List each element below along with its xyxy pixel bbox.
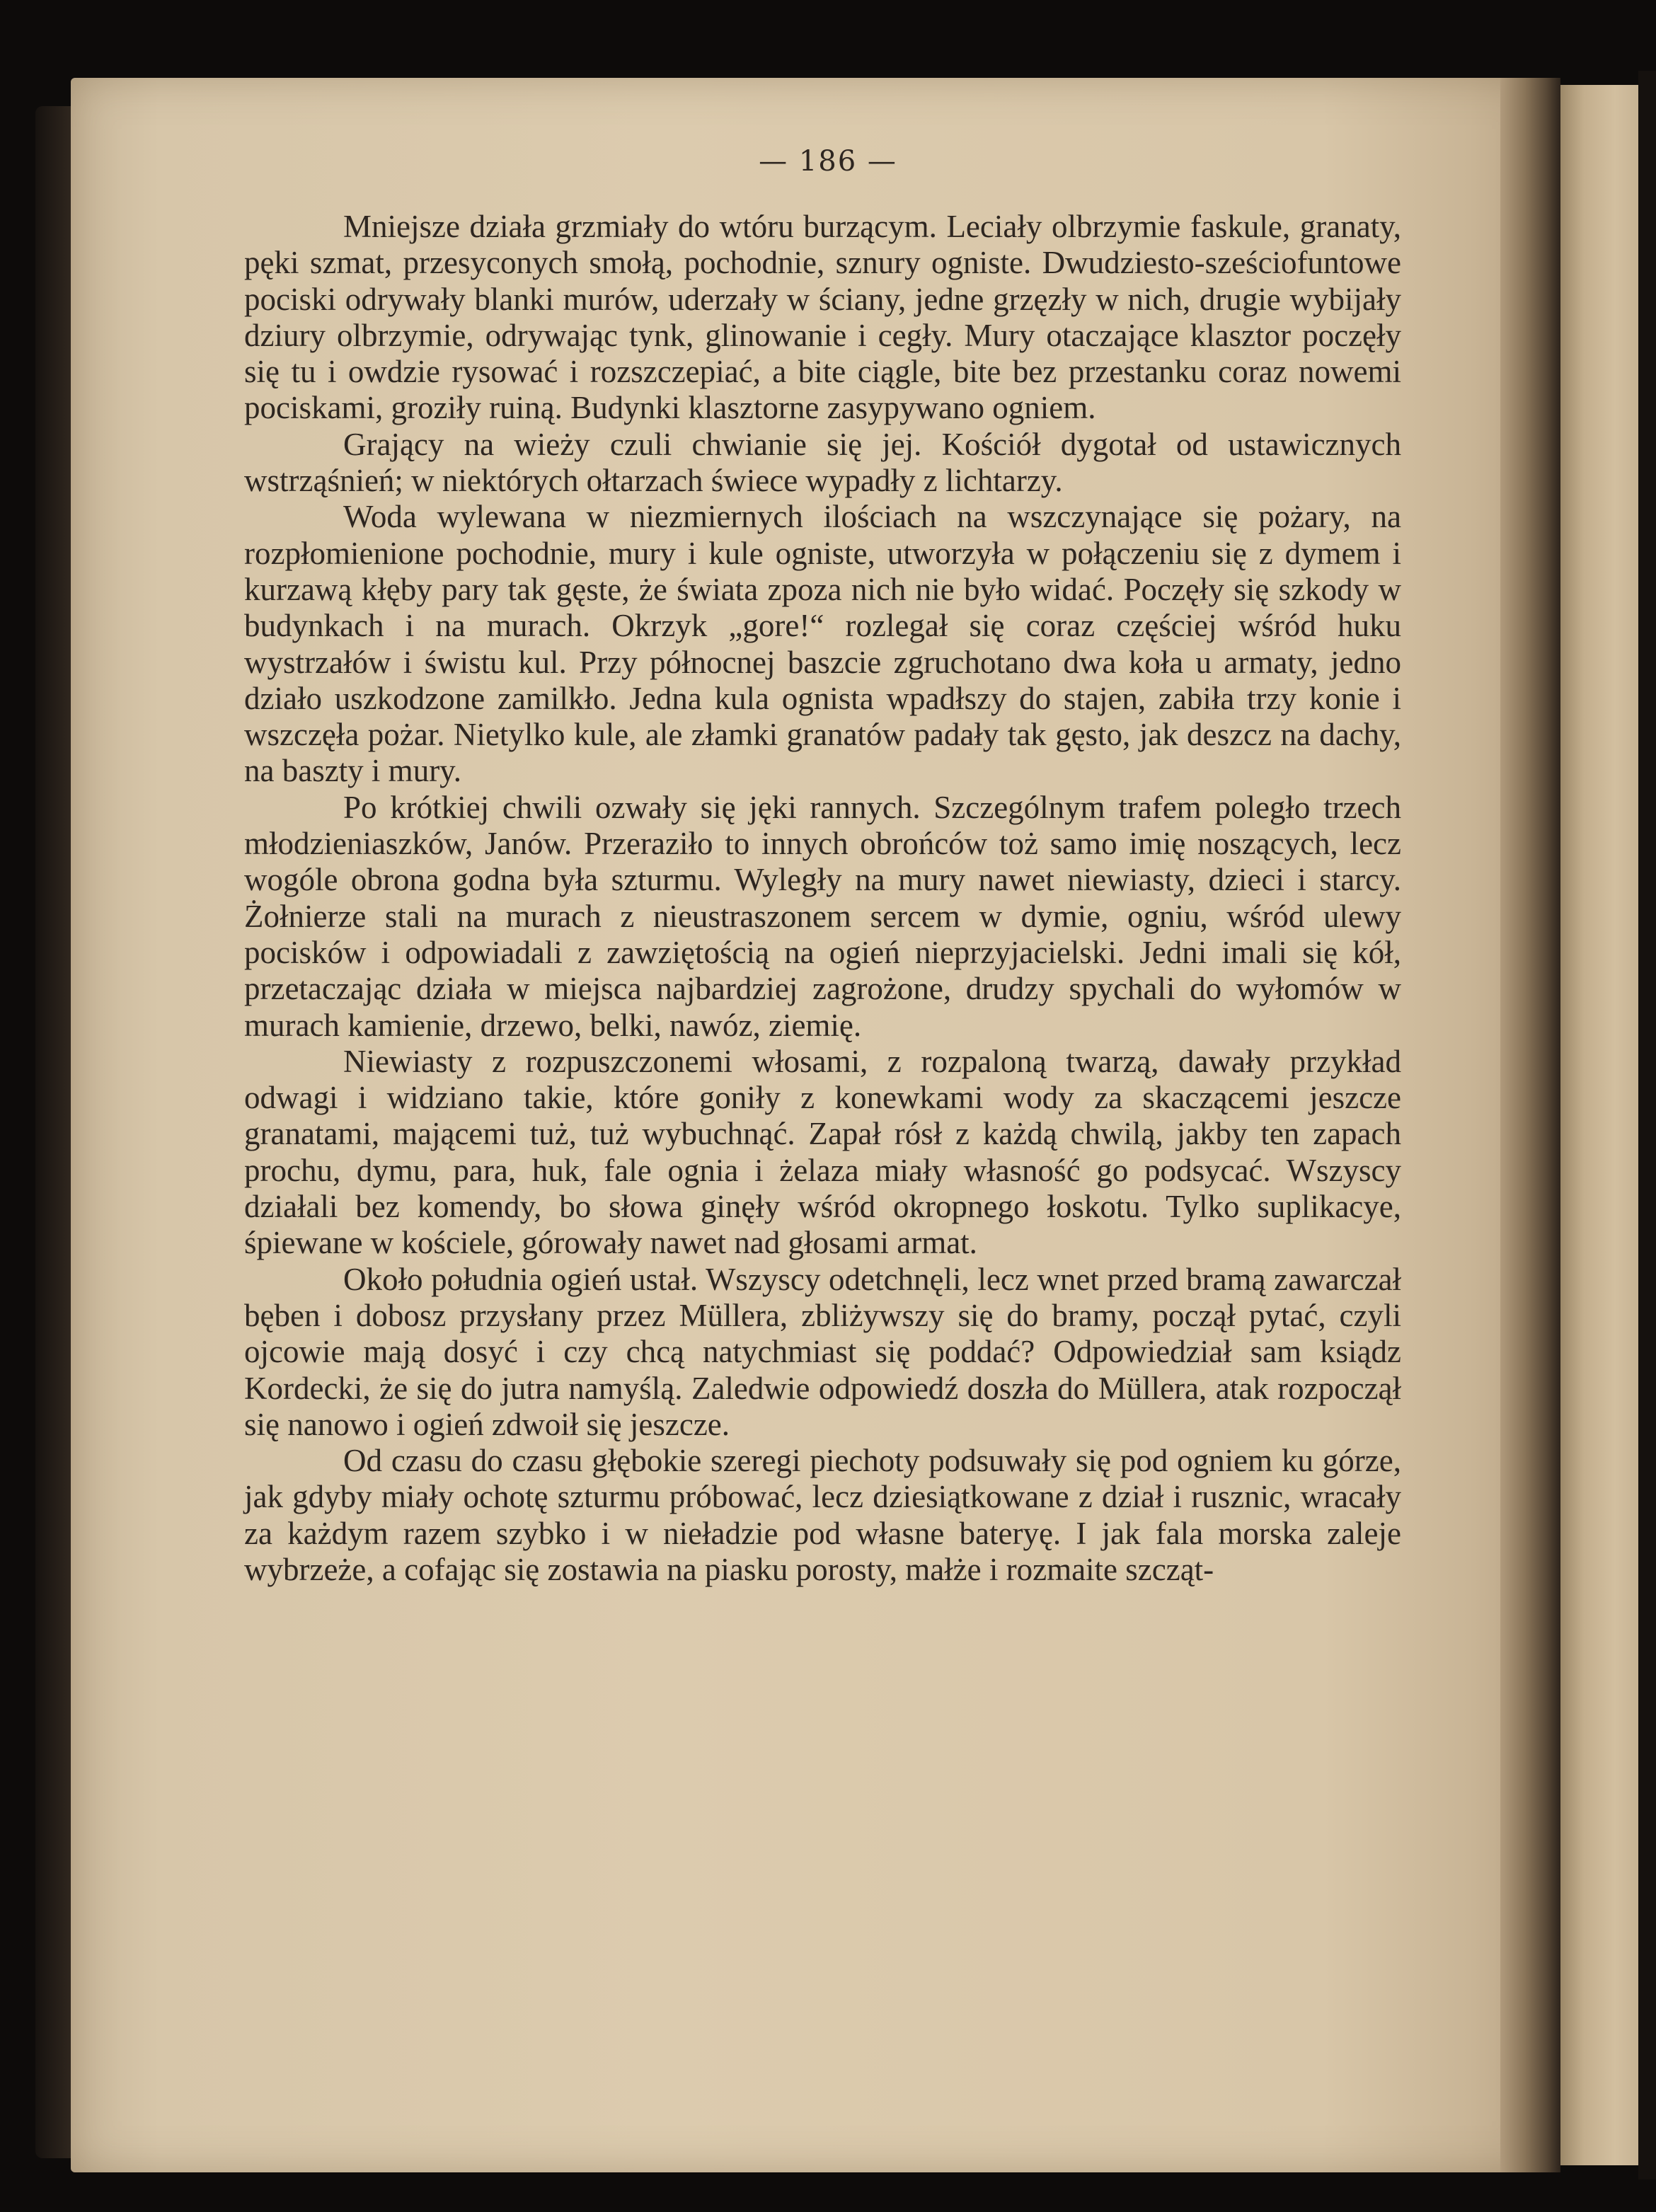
paragraph: Około południa ogień ustał. Wszyscy odetchnęli, lecz wnet przed bramą zawarczał bęben i dobosz przysłany przez Müllera, zbliżywszy się do bramy, począł pytać, czyli ojcowie mają dosyć i czy chcą natychmiast się poddać? Odpowiedział sam ksiądz Kordecki, że się do jutra namyślą. Zaledwie odpowiedź doszła do Müllera, atak rozpoczął się nanowo i ogień zdwoił się jeszcze.: [244, 1261, 1401, 1442]
paragraph: Mniejsze działa grzmiały do wtóru burzącym. Leciały olbrzymie faskule, granaty, pęki szmat, przesyconych smołą, pochodnie, sznury ogniste. Dwudziesto-sześciofuntowe pociski odrywały blanki murów, uderzały w ściany, jedne grzęzły w nich, drugie wybijały dziury olbrzymie, odrywając tynk, glinowanie i cegły. Mury otaczające klasztor poczęły się tu i owdzie rysować i rozszczepiać, a bite ciągle, bite bez przestanku coraz nowemi pociskami, groziły ruiną. Budynki klasztorne zasypywano ogniem.: [244, 209, 1401, 426]
page-number: — 186 —: [759, 145, 897, 178]
scan-right-edge: [1638, 71, 1656, 2179]
paragraph: Niewiasty z rozpuszczonemi włosami, z rozpaloną twarzą, dawały przykład odwagi i widziano takie, które goniły z konewkami wody za skaczącemi jeszcze granatami, mającemi tuż, tuż wybuchnąć. Zapał rósł z każdą chwilą, jakby ten zapach prochu, dymu, para, huk, fale ognia i żelaza miały własność go podsycać. Wszyscy działali bez komendy, bo słowa ginęły wśród okropnego łoskotu. Tylko suplikacye, śpiewane w kościele, górowały nawet nad głosami armat.: [244, 1043, 1401, 1261]
paragraph: Od czasu do czasu głębokie szeregi piechoty podsuwały się pod ogniem ku górze, jak gdyby miały ochotę szturmu próbować, lecz dziesiątkowane z dział i rusznic, wracały za każdym razem szybko i w nieładzie pod własne bateryę. I jak fala morska zaleje wybrzeże, a cofając się zostawia na piasku porosty, małże i rozmaite szcząt-: [244, 1443, 1401, 1587]
paragraph: Woda wylewana w niezmiernych ilościach na wszczynające się pożary, na rozpłomienione pochodnie, mury i kule ogniste, utworzyła w połączeniu się z dymem i kurzawą kłęby pary tak gęste, że świata zpoza nich nie było widać. Poczęły się szkody w budynkach i na murach. Okrzyk „gore!“ rozlegał się coraz częściej wśród huku wystrzałów i świstu kul. Przy północnej baszcie zgruchotano dwa koła u armaty, jedno działo uszkodzone zamilkło. Jedna kula ognista wpadłszy do stajen, zabiła trzy konie i wszczęła pożar. Nietylko kule, ale złamki granatów padały tak gęsto, jak deszcz na dachy, na baszty i mury.: [244, 499, 1401, 789]
paragraph: Po krótkiej chwili ozwały się jęki rannych. Szczególnym trafem poległo trzech młodzieniaszków, Janów. Przeraziło to innych obrońców toż samo imię noszących, lecz wogóle obrona godna była szturmu. Wyległy na mury nawet niewiasty, dzieci i starcy. Żołnierze stali na murach z nieustraszonem sercem w dymie, ogniu, wśród ulewy pocisków i odpowiadali z zawziętością na ogień nieprzyjacielski. Jedni imali się kół, przetaczając działa w miejsca najbardziej zagrożone, drudzy spychali do wyłomów w murach kamienie, drzewo, belki, nawóz, ziemię.: [244, 789, 1401, 1043]
paragraph: Grający na wieży czuli chwianie się jej. Kościół dygotał od ustawicznych wstrząśnień; w niektórych ołtarzach świece wypadły z lichtarzy.: [244, 426, 1401, 499]
facing-page-edge: [1560, 85, 1638, 2165]
body-text: [244, 209, 1401, 1588]
page-gutter: [1500, 78, 1560, 2172]
